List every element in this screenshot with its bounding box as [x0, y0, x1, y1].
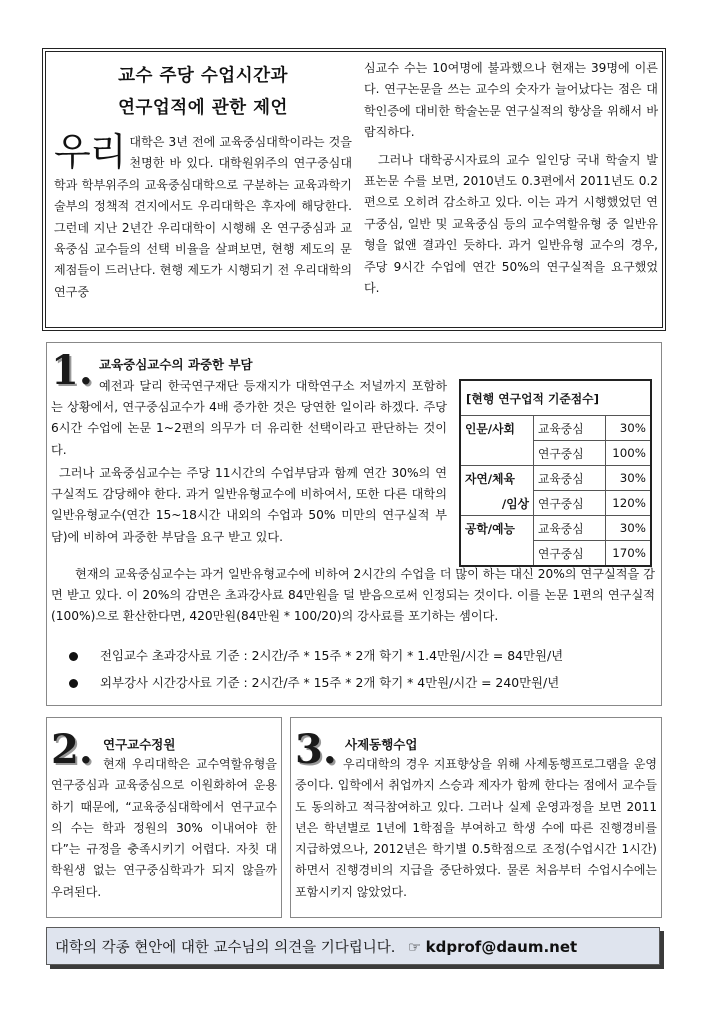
- section-2-heading: 연구교수정원: [103, 737, 176, 752]
- table-row: [460, 466, 651, 491]
- footer-text: 대학의 각종 현안에 대한 교수님의 의견을 기다립니다.: [55, 940, 396, 956]
- editorial-box: [42, 48, 666, 331]
- editorial-paragraph-2: 그러나 대학공시자료의 교수 일인당 국내 학술지 발표논문 수를 보면, 2010년도 0.3편에서 2011년도 0.2편으로 오히려 감소하고 있다. 이는 과거 시행했었던 연구중심, 일반 및 교육중심 등의 교수역할유형 중 일반유형을 없앤 결과인 듯하다. 과거 일반유형 교수의 경우, 주당 9시간 수업에 연간 50%의 연구실적을 요구했었다.: [364, 152, 658, 296]
- table-type: 교육중심: [534, 466, 606, 491]
- editorial-paragraph-1-continued: 심교수 수는 10여명에 불과했으나 현재는 39명에 이른다. 연구논문을 쓰는 교수의 숫자가 늘어났다는 점은 대학인증에 대비한 학술논문 연구실적의 향상을 위해서 바람직하다.: [364, 61, 658, 140]
- section-1-heading: 교육중심교수의 과중한 부담: [99, 357, 253, 372]
- editorial-paragraph-1-text: 대학은 3년 전에 교육중심대학이라는 것을 천명한 바 있다. 대학원위주의 연구중심대학과 학부위주의 교육중심대학으로 구분하는 교육과학기술부의 정책적 견지에서도 우리대학은 후자에 해당한다. 그런데 지난 2년간 우리대학이 시행해 온 연구중심과 교육중심 교수들의 선택 비율을 살펴보면, 현행 제도의 문제점들이 드러난다. 현행 제도가 시행되기 전 우리대학의 연구중: [54, 135, 352, 299]
- bullet-text: 전임교수 초과강사료 기준 : 2시간/주 * 15주 * 2개 학기 * 1.4만원/시간 = 84만원/년: [100, 648, 564, 663]
- table-value: 120%: [606, 491, 652, 516]
- bullet-icon: [69, 679, 78, 688]
- table-category-line1: 자연/체육: [465, 472, 515, 486]
- table-value: 30%: [606, 466, 652, 491]
- editorial-title-line1: 교수 주당 수업시간과: [118, 66, 288, 86]
- table-value: 30%: [606, 416, 652, 441]
- section-1-paragraph-1: 예전과 달리 한국연구재단 등재지가 대학연구소 저널까지 포함하는 상황에서, 연구중심교수가 4배 증가한 것은 당연한 일이라 하겠다. 주당 6시간 수업에 논문 1~2편의 의무가 더 유리한 선택이라고 판단하는 것이다.: [51, 379, 447, 457]
- table-value: 30%: [606, 516, 652, 541]
- section-1-paragraph-3: 현재의 교육중심교수는 과거 일반유형교수에 비하여 2시간의 수업을 더 많이 하는 대신 20%의 연구실적을 감면 받고 있다. 이 20%의 감면은 초과강사료 84만원을 덜 받음으로써 인정되는 것이다. 이를 논문 1편의 연구실적(100%)으로 환산한다면, 420만원(84만원 * 100/20)의 강사료를 포기하는 셈이다.: [51, 567, 655, 624]
- table-category-line2: /임상: [501, 497, 529, 511]
- table-type: 연구중심: [534, 491, 606, 516]
- table-row: [460, 516, 651, 541]
- bullet-icon: [69, 652, 78, 661]
- table-type: 교육중심: [534, 416, 606, 441]
- table-value: 100%: [606, 441, 652, 466]
- pointing-hand-icon: ☞: [408, 940, 422, 956]
- table-type: 연구중심: [534, 441, 606, 466]
- bullet-item: [69, 673, 559, 691]
- section-3-number: 3.: [295, 726, 337, 773]
- table-row: [460, 416, 651, 441]
- footer-email-link[interactable]: kdprof@daum.net: [425, 938, 578, 956]
- bullet-item: [69, 646, 563, 664]
- table-value: 170%: [606, 541, 652, 567]
- editorial-left-column: [54, 60, 352, 303]
- dropcap: 우리: [54, 130, 126, 174]
- section-3: [290, 717, 662, 918]
- section-2-number: 2.: [51, 726, 93, 773]
- section-2-text: 현재 우리대학은 교수역할유형을 연구중심과 교육중심으로 이원화하여 운용하기 때문에, “교육중심대학에서 연구교수의 수는 학과 정원의 30% 이내여야 한다”는 규정을 충족시키기 어렵다. 자칫 대학원생 없는 연구중심학과가 되지 않을까 우려된다.: [51, 757, 277, 899]
- section-1: [46, 342, 662, 706]
- section-3-text: 우리대학의 경우 지표향상을 위해 사제동행프로그램을 운영 중이다. 입학에서 취업까지 스승과 제자가 함께 한다는 점에서 교수들도 동의하고 적극참여하고 있다. 그러나 실제 운영과정을 보면 2011년은 학년별로 1년에 1학점을 부여하고 학생 수에 따른 진행경비를 지급하였으나, 2012년은 학기별 0.5학점으로 조정(수업시간 1시간)하면서 진행경비의 지급을 중단하였다. 물론 처음부터 수업시수에는 포함시키지 않았었다.: [295, 757, 657, 899]
- table-category: 인문/사회: [460, 416, 534, 466]
- table-category: 공학/예능: [460, 516, 534, 567]
- table-caption: [현행 연구업적 기준점수]: [460, 380, 651, 416]
- editorial-right-column: [364, 58, 658, 299]
- bullet-text: 외부강사 시간강사료 기준 : 2시간/주 * 15주 * 2개 학기 * 4만원/시간 = 240만원/년: [100, 675, 560, 690]
- footer-banner: [46, 927, 660, 965]
- research-standard-table: [459, 379, 652, 567]
- section-2: [46, 717, 282, 918]
- editorial-title-line2: 연구업적에 관한 제언: [118, 98, 288, 118]
- section-1-number: 1.: [51, 347, 93, 394]
- table-caption-row: [460, 380, 651, 416]
- table-type: 연구중심: [534, 541, 606, 567]
- table-category: [460, 466, 534, 516]
- section-3-heading: 사제동행수업: [345, 737, 418, 752]
- section-1-paragraph-2: 그러나 교육중심교수는 주당 11시간의 수업부담과 함께 연간 30%의 연구실적도 감당해야 한다. 과거 일반유형교수에 비하여서, 또한 다른 대학의 일반유형교수(연간 15~18시간 내외의 수업과 50% 미만의 연구실적 부담)에 비하여 과중한 부담을 요구 받고 있다.: [51, 466, 447, 544]
- editorial-paragraph-1: [54, 132, 352, 303]
- table-type: 교육중심: [534, 516, 606, 541]
